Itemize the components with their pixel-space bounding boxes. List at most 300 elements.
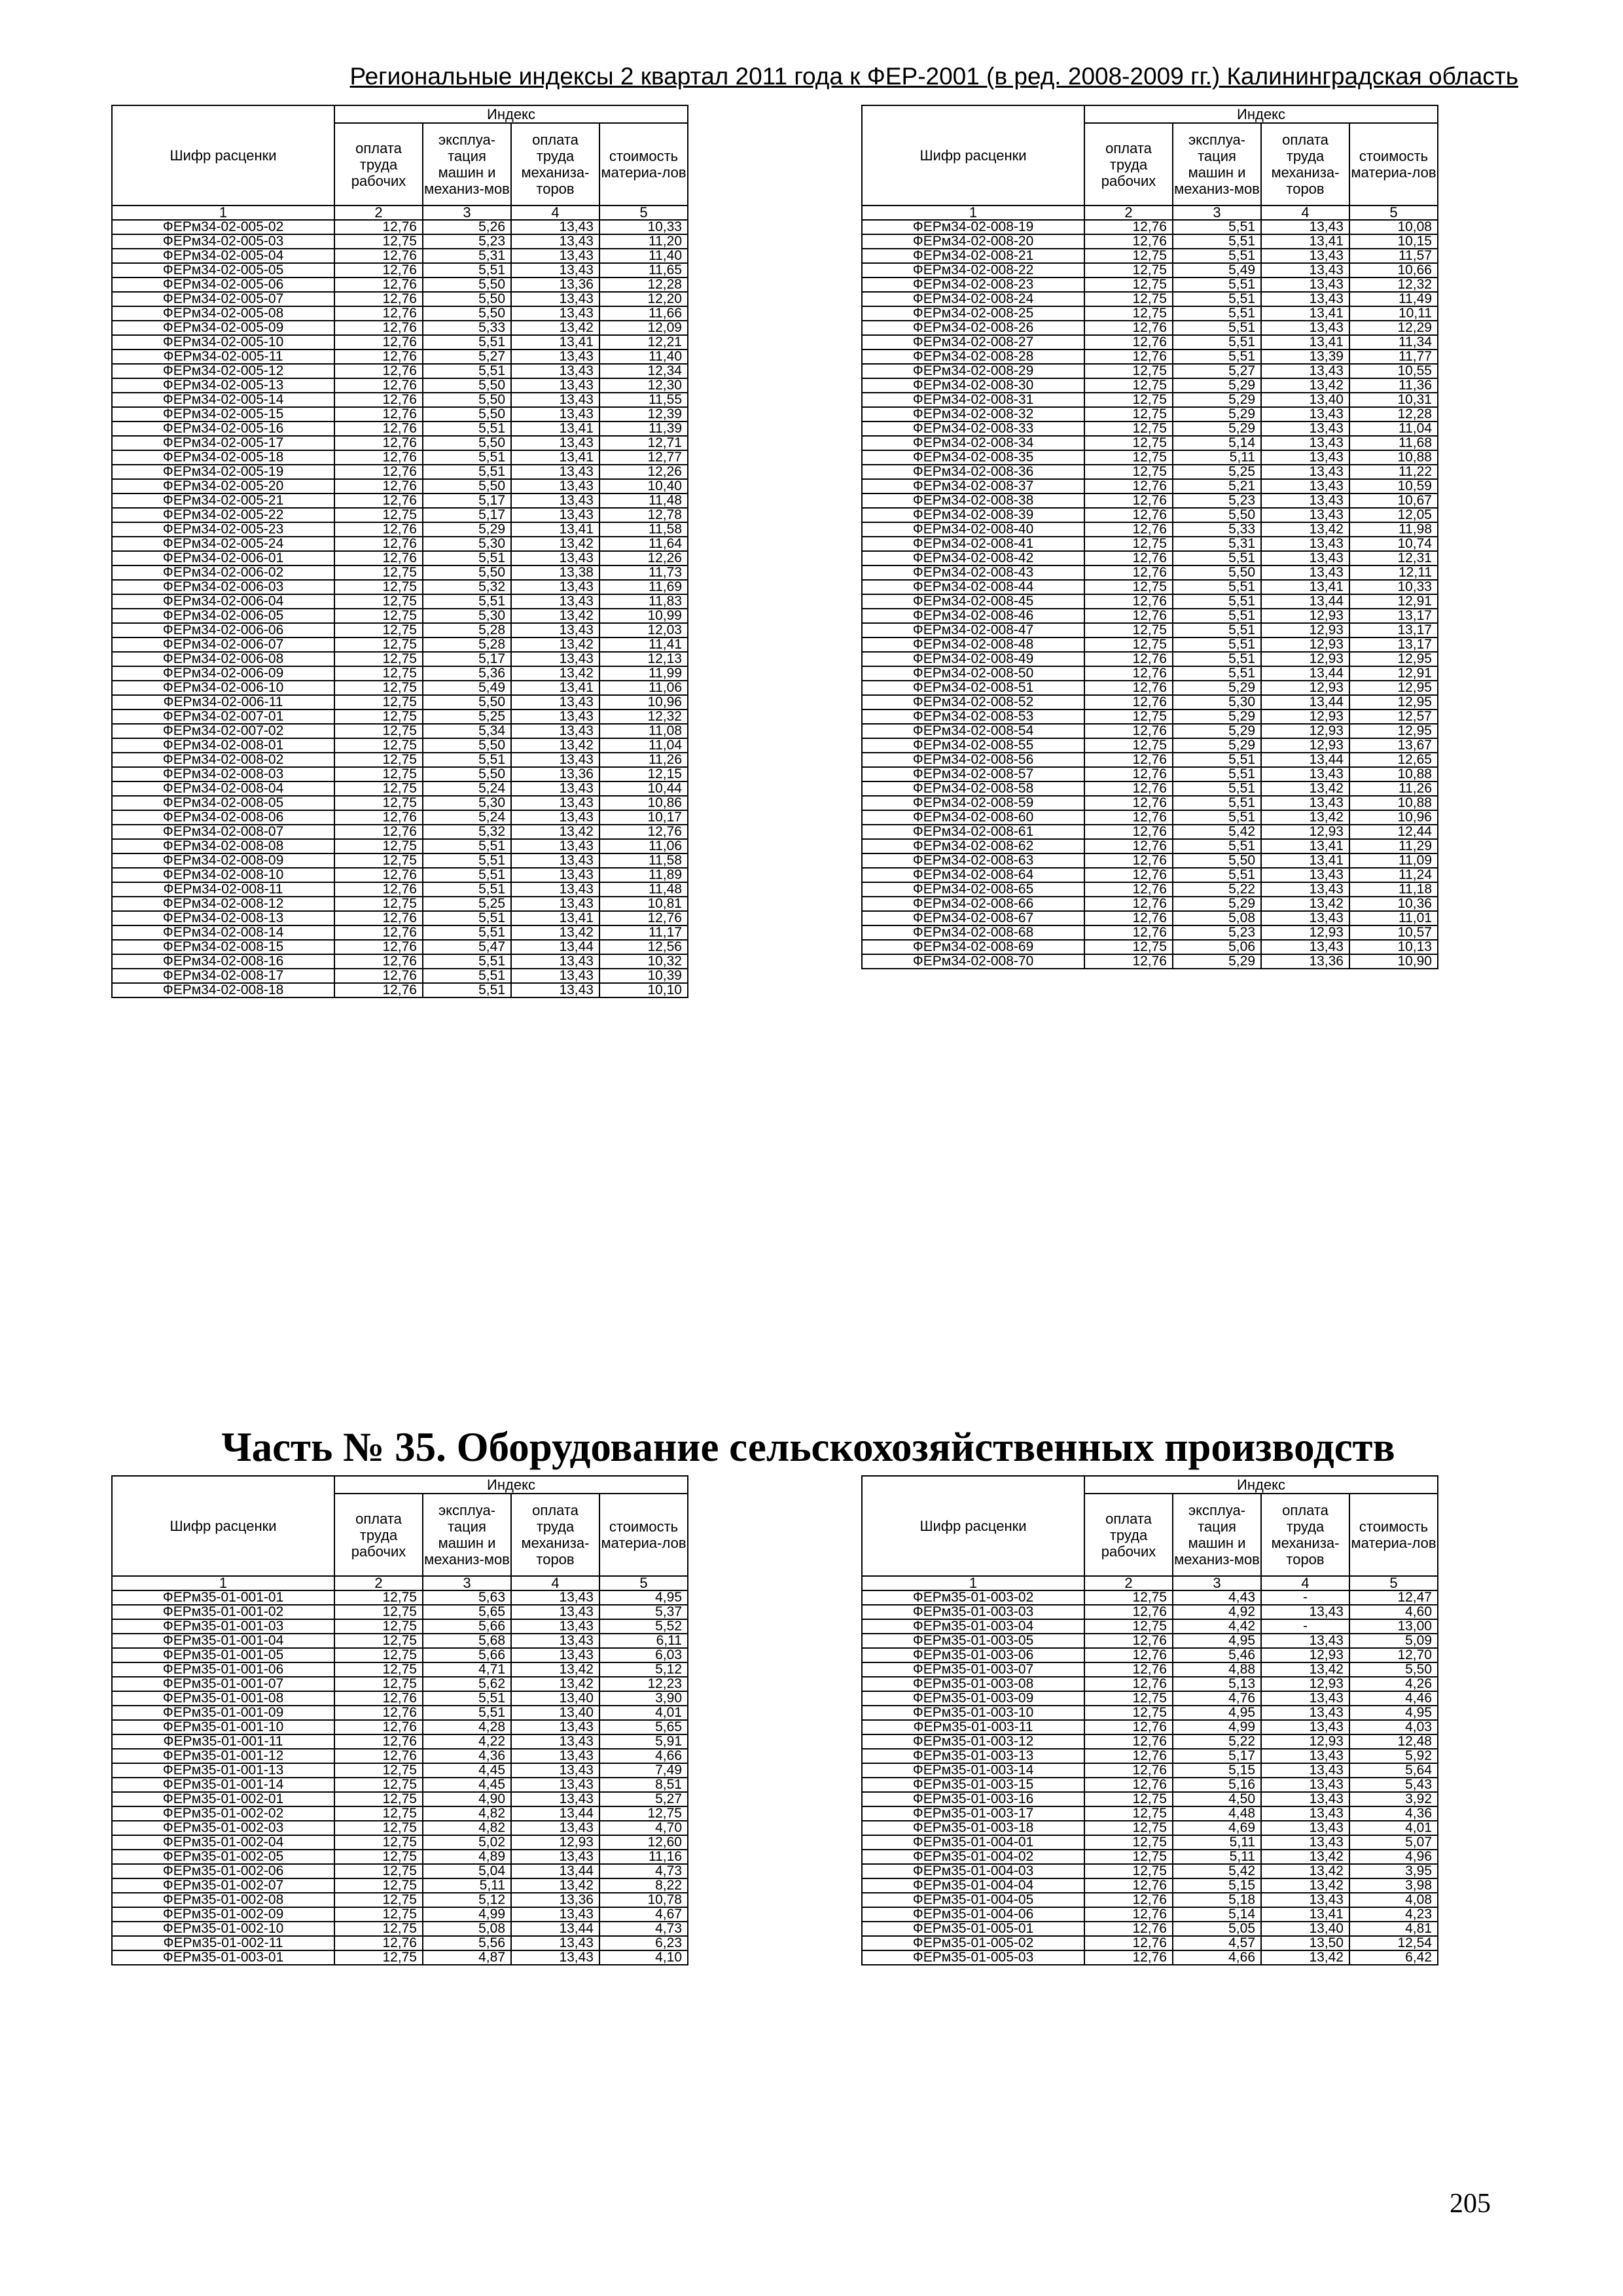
rate-code-cell: ФЕРм35-01-001-09 [112,1706,334,1720]
column-number: 1 [862,1576,1084,1590]
materials-index-cell: 13,17 [1349,637,1438,652]
table-row [112,839,688,853]
mech-labor-index-cell: 12,93 [1261,623,1349,637]
mech-labor-index-cell: 13,41 [1261,306,1349,321]
rate-code-cell: ФЕРм35-01-002-06 [112,1864,334,1878]
mech-labor-index-cell: 13,42 [1261,897,1349,911]
materials-index-cell: 12,39 [599,407,688,422]
rate-index-table-35-left [111,1475,688,1965]
table-row [112,1950,688,1965]
labor-index-cell: 12,75 [1084,407,1173,422]
table-row [862,853,1438,868]
machines-index-cell: 5,51 [1173,551,1261,565]
rate-code-cell: ФЕРм34-02-008-08 [112,839,334,853]
header-mech-labor: оплата труда механиза-торов [511,123,599,206]
materials-index-cell: 4,81 [1349,1922,1438,1936]
rate-code-cell: ФЕРм34-02-008-33 [862,422,1084,436]
rate-code-cell: ФЕРм35-01-004-04 [862,1878,1084,1893]
machines-index-cell: 4,57 [1173,1936,1261,1950]
mech-labor-index-cell: 13,43 [511,508,599,522]
machines-index-cell: 5,51 [423,853,511,868]
machines-index-cell: 5,28 [423,623,511,637]
machines-index-cell: 5,50 [423,767,511,781]
mech-labor-index-cell: 13,43 [1261,1821,1349,1835]
materials-index-cell: 12,95 [1349,652,1438,666]
rate-code-cell: ФЕРм34-02-008-34 [862,436,1084,450]
labor-index-cell: 12,76 [334,407,423,422]
header-machines: эксплуа-тация машин и механиз-мов [1173,1494,1261,1576]
materials-index-cell: 12,15 [599,767,688,781]
table-row [862,278,1438,292]
machines-index-cell: 5,32 [423,825,511,839]
mech-labor-index-cell: 13,42 [1261,1950,1349,1965]
mech-labor-index-cell: 13,43 [511,781,599,796]
mech-labor-index-cell: 12,93 [1261,709,1349,724]
mech-labor-index-cell: 13,43 [1261,220,1349,234]
mech-labor-index-cell: 13,43 [511,364,599,378]
labor-index-cell: 12,76 [1084,479,1173,493]
mech-labor-index-cell: 13,43 [511,263,599,278]
machines-index-cell: 5,51 [1173,652,1261,666]
mech-labor-index-cell: 13,44 [511,1922,599,1936]
labor-index-cell: 12,75 [334,796,423,810]
machines-index-cell: 5,29 [1173,393,1261,407]
machines-index-cell: 5,51 [1173,767,1261,781]
materials-index-cell: 12,77 [599,450,688,465]
mech-labor-index-cell: 13,43 [511,753,599,767]
materials-index-cell: 5,52 [599,1619,688,1634]
mech-labor-index-cell: 13,42 [511,537,599,551]
materials-index-cell: 10,96 [599,695,688,709]
machines-index-cell: 5,51 [423,969,511,983]
labor-index-cell: 12,76 [334,465,423,479]
table-row [112,637,688,652]
materials-index-cell: 10,88 [1349,450,1438,465]
rate-code-cell: ФЕРм34-02-008-49 [862,652,1084,666]
machines-index-cell: 5,23 [423,234,511,249]
labor-index-cell: 12,76 [334,1691,423,1706]
table-row [862,868,1438,882]
materials-index-cell: 11,77 [1349,350,1438,364]
materials-index-cell: 11,06 [599,839,688,853]
materials-index-cell: 4,23 [1349,1907,1438,1922]
materials-index-cell: 11,34 [1349,335,1438,350]
machines-index-cell: 5,11 [1173,450,1261,465]
labor-index-cell: 12,76 [334,335,423,350]
labor-index-cell: 12,76 [1084,652,1173,666]
machines-index-cell: 5,51 [423,335,511,350]
machines-index-cell: 4,99 [423,1907,511,1922]
table-row [862,1605,1438,1619]
labor-index-cell: 12,76 [1084,1778,1173,1792]
materials-index-cell: 12,23 [599,1677,688,1691]
materials-index-cell: 11,08 [599,724,688,738]
materials-index-cell: 10,10 [599,983,688,997]
labor-index-cell: 12,76 [334,220,423,234]
rate-code-cell: ФЕРм35-01-001-01 [112,1590,334,1605]
rate-code-cell: ФЕРм34-02-008-61 [862,825,1084,839]
mech-labor-index-cell: 13,43 [1261,249,1349,263]
labor-index-cell: 12,75 [1084,249,1173,263]
rate-code-cell: ФЕРм35-01-002-01 [112,1792,334,1806]
rate-code-cell: ФЕРм34-02-008-43 [862,565,1084,580]
mech-labor-index-cell: 13,43 [511,1821,599,1835]
table-row [112,436,688,450]
mech-labor-index-cell: 12,93 [1261,738,1349,753]
table-row [862,652,1438,666]
rate-code-cell: ФЕРм34-02-008-26 [862,321,1084,335]
mech-labor-index-cell: 13,43 [511,839,599,853]
labor-index-cell: 12,75 [334,508,423,522]
table-row [112,234,688,249]
mech-labor-index-cell: 13,43 [1261,407,1349,422]
table-row [112,508,688,522]
machines-index-cell: 4,89 [423,1850,511,1864]
table-row [862,522,1438,537]
labor-index-cell: 12,75 [334,1893,423,1907]
materials-index-cell: 11,69 [599,580,688,594]
rate-code-cell: ФЕРм35-01-002-03 [112,1821,334,1835]
materials-index-cell: 4,96 [1349,1850,1438,1864]
materials-index-cell: 10,55 [1349,364,1438,378]
column-number: 5 [599,1576,688,1590]
table-row [862,335,1438,350]
materials-index-cell: 5,92 [1349,1749,1438,1763]
table-row [862,666,1438,681]
mech-labor-index-cell: 13,43 [1261,436,1349,450]
column-number: 4 [511,1576,599,1590]
rate-code-cell: ФЕРм35-01-003-11 [862,1720,1084,1734]
table-row [862,1936,1438,1950]
labor-index-cell: 12,75 [334,1619,423,1634]
labor-index-cell: 12,75 [1084,1806,1173,1821]
labor-index-cell: 12,75 [1084,378,1173,393]
header-materials: стоимость материа-лов [599,123,688,206]
rate-code-cell: ФЕРм35-01-001-06 [112,1662,334,1677]
materials-index-cell: 10,32 [599,954,688,969]
materials-index-cell: 11,66 [599,306,688,321]
machines-index-cell: 5,51 [1173,609,1261,623]
machines-index-cell: 5,50 [423,565,511,580]
rate-code-cell: ФЕРм34-02-005-19 [112,465,334,479]
machines-index-cell: 5,51 [423,983,511,997]
mech-labor-index-cell: 13,43 [511,897,599,911]
table-row [112,479,688,493]
column-number: 4 [511,206,599,220]
materials-index-cell: 3,92 [1349,1792,1438,1806]
mech-labor-index-cell: 13,38 [511,565,599,580]
table-row [112,983,688,997]
table-row [862,537,1438,551]
mech-labor-index-cell: 13,42 [511,1677,599,1691]
materials-index-cell: 5,65 [599,1720,688,1734]
column-number: 4 [1261,1576,1349,1590]
rate-code-cell: ФЕРм34-02-008-39 [862,508,1084,522]
rate-code-cell: ФЕРм34-02-008-03 [112,767,334,781]
materials-index-cell: 11,68 [1349,436,1438,450]
header-row [862,105,1438,123]
labor-index-cell: 12,75 [334,1677,423,1691]
column-number: 2 [334,206,423,220]
mech-labor-index-cell: 13,41 [511,422,599,436]
labor-index-cell: 12,76 [334,393,423,407]
column-number: 4 [1261,206,1349,220]
materials-index-cell: 4,03 [1349,1720,1438,1734]
materials-index-cell: 5,64 [1349,1763,1438,1778]
machines-index-cell: 5,50 [423,738,511,753]
mech-labor-index-cell: 13,50 [1261,1936,1349,1950]
machines-index-cell: 5,50 [423,393,511,407]
machines-index-cell: 5,27 [1173,364,1261,378]
table-row [112,724,688,738]
table-row [112,1893,688,1907]
materials-index-cell: 11,26 [599,753,688,767]
machines-index-cell: 5,51 [423,839,511,853]
labor-index-cell: 12,75 [334,1821,423,1835]
table-row [862,1590,1438,1605]
machines-index-cell: 5,51 [423,422,511,436]
rate-code-cell: ФЕРм35-01-003-14 [862,1763,1084,1778]
machines-index-cell: 5,50 [423,436,511,450]
materials-index-cell: 10,08 [1349,220,1438,234]
table-row [112,1806,688,1821]
mech-labor-index-cell: 13,43 [1261,882,1349,897]
machines-index-cell: 5,27 [423,350,511,364]
labor-index-cell: 12,76 [334,551,423,565]
labor-index-cell: 12,76 [1084,350,1173,364]
rate-code-cell: ФЕРм34-02-008-45 [862,594,1084,609]
rate-code-cell: ФЕРм34-02-008-62 [862,839,1084,853]
table-row [862,234,1438,249]
machines-index-cell: 5,51 [423,594,511,609]
machines-index-cell: 5,33 [423,321,511,335]
rate-code-cell: ФЕРм35-01-004-05 [862,1893,1084,1907]
table-row [862,1864,1438,1878]
rate-code-cell: ФЕРм34-02-008-01 [112,738,334,753]
labor-index-cell: 12,75 [1084,306,1173,321]
labor-index-cell: 12,75 [1084,1691,1173,1706]
materials-index-cell: 4,60 [1349,1605,1438,1619]
table-row [862,839,1438,853]
table-row [112,969,688,983]
mech-labor-index-cell: 13,43 [511,954,599,969]
rate-index-table-34-right [861,105,1438,969]
materials-index-cell: 6,11 [599,1634,688,1648]
materials-index-cell: 6,42 [1349,1950,1438,1965]
labor-index-cell: 12,76 [1084,796,1173,810]
materials-index-cell: 10,99 [599,609,688,623]
labor-index-cell: 12,76 [334,292,423,306]
mech-labor-index-cell: 13,42 [1261,1864,1349,1878]
machines-index-cell: 5,02 [423,1835,511,1850]
labor-index-cell: 12,75 [1084,1792,1173,1806]
materials-index-cell: 12,75 [599,1806,688,1821]
rate-code-cell: ФЕРм34-02-008-67 [862,911,1084,925]
mech-labor-index-cell: 13,43 [511,292,599,306]
rate-code-cell: ФЕРм34-02-006-04 [112,594,334,609]
table-row [862,825,1438,839]
header-mech-labor: оплата труда механиза-торов [1261,123,1349,206]
rate-code-cell: ФЕРм34-02-005-22 [112,508,334,522]
labor-index-cell: 12,75 [334,1878,423,1893]
rate-code-cell: ФЕРм35-01-003-06 [862,1648,1084,1662]
table-row [112,1850,688,1864]
table-row [112,853,688,868]
labor-index-cell: 12,76 [1084,1605,1173,1619]
materials-index-cell: 12,91 [1349,594,1438,609]
mech-labor-index-cell: 13,43 [1261,1605,1349,1619]
machines-index-cell: 5,29 [1173,738,1261,753]
materials-index-cell: 12,32 [599,709,688,724]
header-labor: оплата труда рабочих [334,123,423,206]
table-row [862,940,1438,954]
mech-labor-index-cell: 13,42 [511,1662,599,1677]
mech-labor-index-cell: 13,43 [1261,1706,1349,1720]
table-row [112,1677,688,1691]
machines-index-cell: 5,56 [423,1936,511,1950]
mech-labor-index-cell: 13,43 [511,1634,599,1648]
mech-labor-index-cell: 13,43 [511,393,599,407]
table-row [862,1749,1438,1763]
machines-index-cell: 5,14 [1173,436,1261,450]
rate-code-cell: ФЕРм34-02-008-19 [862,220,1084,234]
materials-index-cell: 5,07 [1349,1835,1438,1850]
labor-index-cell: 12,75 [334,709,423,724]
machines-index-cell: 5,51 [1173,335,1261,350]
materials-index-cell: 12,26 [599,551,688,565]
mech-labor-index-cell: 13,44 [1261,753,1349,767]
rate-code-cell: ФЕРм34-02-008-32 [862,407,1084,422]
table-row [862,882,1438,897]
materials-index-cell: 11,55 [599,393,688,407]
mech-labor-index-cell: 13,43 [511,479,599,493]
table-row [112,796,688,810]
mech-labor-index-cell: 13,43 [511,551,599,565]
machines-index-cell: 5,51 [1173,810,1261,825]
header-machines: эксплуа-тация машин и механиз-мов [1173,123,1261,206]
mech-labor-index-cell: 13,43 [1261,1691,1349,1706]
machines-index-cell: 5,28 [423,637,511,652]
column-number-row [862,206,1438,220]
table-row [112,1706,688,1720]
materials-index-cell: 8,51 [599,1778,688,1792]
labor-index-cell: 12,76 [334,350,423,364]
labor-index-cell: 12,75 [1084,1619,1173,1634]
labor-index-cell: 12,76 [1084,335,1173,350]
machines-index-cell: 4,22 [423,1734,511,1749]
materials-index-cell: 4,70 [599,1821,688,1835]
machines-index-cell: 4,71 [423,1662,511,1677]
table-row [862,681,1438,695]
machines-index-cell: 5,68 [423,1634,511,1648]
rate-code-cell: ФЕРм34-02-008-41 [862,537,1084,551]
machines-index-cell: 4,48 [1173,1806,1261,1821]
rate-code-cell: ФЕРм34-02-005-13 [112,378,334,393]
table-row [112,954,688,969]
labor-index-cell: 12,75 [334,580,423,594]
rate-code-cell: ФЕРм34-02-005-24 [112,537,334,551]
rate-code-cell: ФЕРм35-01-004-06 [862,1907,1084,1922]
materials-index-cell: 12,47 [1349,1590,1438,1605]
mech-labor-index-cell: 13,42 [511,1878,599,1893]
rate-code-cell: ФЕРм34-02-008-46 [862,609,1084,623]
rate-code-cell: ФЕРм35-01-001-13 [112,1763,334,1778]
machines-index-cell: 4,90 [423,1792,511,1806]
rate-code-cell: ФЕРм35-01-002-08 [112,1893,334,1907]
mech-labor-index-cell: 13,43 [511,1778,599,1792]
table-row [862,465,1438,479]
rate-code-cell: ФЕРм34-02-008-65 [862,882,1084,897]
rate-code-cell: ФЕРм35-01-001-07 [112,1677,334,1691]
rate-code-cell: ФЕРм34-02-008-63 [862,853,1084,868]
rate-code-cell: ФЕРм34-02-005-05 [112,263,334,278]
labor-index-cell: 12,76 [1084,781,1173,796]
materials-index-cell: 11,65 [599,263,688,278]
machines-index-cell: 5,11 [423,1878,511,1893]
table-row [112,1691,688,1706]
mech-labor-index-cell: 13,43 [511,1907,599,1922]
table-row [112,1662,688,1677]
materials-index-cell: 10,81 [599,897,688,911]
labor-index-cell: 12,75 [334,695,423,709]
rate-code-cell: ФЕРм34-02-008-44 [862,580,1084,594]
mech-labor-index-cell: 13,43 [1261,278,1349,292]
mech-labor-index-cell: 13,43 [1261,1634,1349,1648]
labor-index-cell: 12,76 [1084,1677,1173,1691]
mech-labor-index-cell: 13,43 [1261,1893,1349,1907]
machines-index-cell: 5,17 [423,493,511,508]
machines-index-cell: 5,51 [1173,278,1261,292]
labor-index-cell: 12,75 [1084,436,1173,450]
mech-labor-index-cell: 13,43 [1261,1806,1349,1821]
labor-index-cell: 12,76 [334,954,423,969]
mech-labor-index-cell: 13,43 [511,1720,599,1734]
labor-index-cell: 12,75 [334,681,423,695]
rate-code-cell: ФЕРм35-01-003-02 [862,1590,1084,1605]
labor-index-cell: 12,76 [334,1734,423,1749]
materials-index-cell: 11,57 [1349,249,1438,263]
table-row [112,1749,688,1763]
table-row [112,738,688,753]
labor-index-cell: 12,75 [334,234,423,249]
mech-labor-index-cell: 13,43 [1261,537,1349,551]
mech-labor-index-cell: 13,36 [1261,954,1349,969]
rate-code-cell: ФЕРм34-02-008-38 [862,493,1084,508]
machines-index-cell: 4,95 [1173,1634,1261,1648]
table-row [112,940,688,954]
mech-labor-index-cell: 13,44 [1261,594,1349,609]
labor-index-cell: 12,75 [334,1605,423,1619]
table-row [112,1619,688,1634]
labor-index-cell: 12,76 [334,1720,423,1734]
materials-index-cell: 4,46 [1349,1691,1438,1706]
mech-labor-index-cell: 13,36 [511,278,599,292]
table-row [112,407,688,422]
header-row [112,1476,688,1494]
mech-labor-index-cell: 13,41 [1261,335,1349,350]
machines-index-cell: 5,16 [1173,1778,1261,1792]
machines-index-cell: 5,29 [1173,897,1261,911]
table-row [112,306,688,321]
materials-index-cell: 11,58 [599,522,688,537]
machines-index-cell: 5,14 [1173,1907,1261,1922]
machines-index-cell: 5,23 [1173,925,1261,940]
rate-code-cell: ФЕРм34-02-008-52 [862,695,1084,709]
table-row [862,321,1438,335]
rate-code-cell: ФЕРм34-02-008-09 [112,853,334,868]
labor-index-cell: 12,75 [334,753,423,767]
materials-index-cell: 12,44 [1349,825,1438,839]
